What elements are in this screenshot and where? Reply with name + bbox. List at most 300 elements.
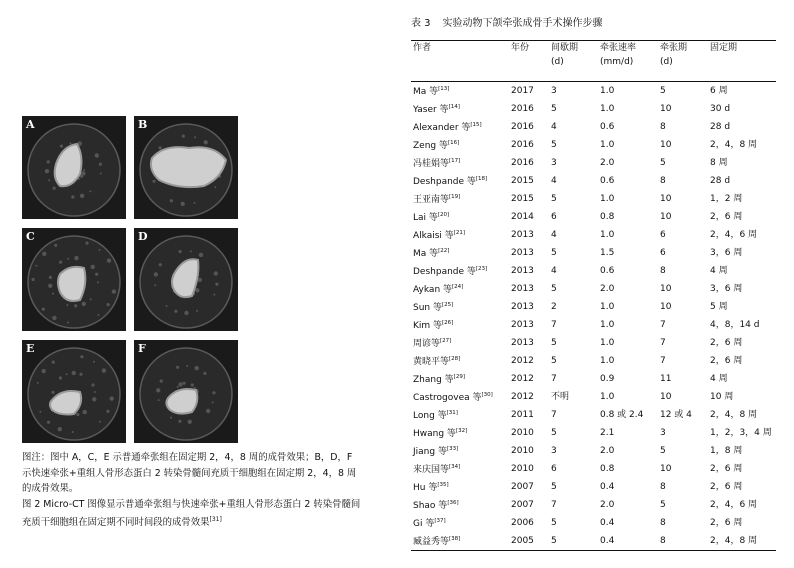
table-title xyxy=(411,14,603,29)
noise-speck xyxy=(154,284,156,286)
micro-ct-figure xyxy=(22,116,246,446)
cell-period: 7 xyxy=(660,337,666,348)
header-latency: 间歇期 (d) xyxy=(549,41,598,82)
noise-speck xyxy=(176,366,179,369)
cell-period: 8 xyxy=(660,517,666,528)
cell-fix: 28 d xyxy=(710,175,731,186)
cell-latency: 不明 xyxy=(551,391,570,402)
cell-rate: 0.8 xyxy=(600,211,615,222)
cell-latency: 5 xyxy=(551,247,557,258)
cell-rate: 1.0 xyxy=(600,229,615,240)
noise-speck xyxy=(80,194,84,198)
cell-year: 2015 xyxy=(511,175,534,186)
noise-speck xyxy=(195,288,199,292)
noise-speck xyxy=(154,272,158,276)
noise-speck xyxy=(214,186,216,188)
cell-author: Deshpande 等[23] xyxy=(413,266,488,277)
cell-fix: 2，6 周 xyxy=(710,211,743,222)
noise-speck xyxy=(89,190,91,192)
cell-author: Zeng 等[16] xyxy=(413,140,460,151)
cell-rate: 0.4 xyxy=(598,532,658,551)
table-row xyxy=(411,496,776,514)
table-number: 表 3 xyxy=(411,18,431,29)
cell-period: 5 xyxy=(660,445,666,456)
cell-rate: 1.0 xyxy=(600,319,615,330)
cell-year: 2017 xyxy=(511,85,534,96)
cell-latency: 4 xyxy=(551,229,557,240)
cell-fix: 2，4，8 周 xyxy=(710,409,758,420)
cell-latency: 6 xyxy=(551,463,557,474)
cell-period: 10 xyxy=(660,283,672,294)
noise-speck xyxy=(97,281,99,283)
noise-speck xyxy=(191,383,194,386)
panel-label: E xyxy=(26,342,35,355)
noise-speck xyxy=(48,284,52,288)
noise-speck xyxy=(159,263,162,266)
cell-fix: 2，6 周 xyxy=(710,355,743,366)
cell-rate: 2.0 xyxy=(600,445,615,456)
table-row xyxy=(411,118,776,136)
figure-panel-a xyxy=(22,116,126,219)
noise-speck xyxy=(184,311,188,315)
cell-period: 8 xyxy=(660,265,666,276)
micro-ct-image xyxy=(134,340,238,443)
table-row xyxy=(411,136,776,154)
cell-author: Lai 等[20] xyxy=(413,212,450,223)
noise-speck xyxy=(83,169,85,171)
cell-period: 10 xyxy=(660,463,672,474)
noise-speck xyxy=(60,145,63,148)
cell-author: 来庆国等[34] xyxy=(413,464,461,475)
panel-label: A xyxy=(26,118,35,131)
cell-period: 10 xyxy=(660,193,672,204)
cell-author: 周谚等[27] xyxy=(413,338,452,349)
cell-year: 2012 xyxy=(511,373,534,384)
noise-speck xyxy=(94,391,96,393)
cell-author: Jiang 等[33] xyxy=(413,446,459,457)
cell-rate: 1.0 xyxy=(600,391,615,402)
cell-author: Alkaisi 等[21] xyxy=(413,230,466,241)
cell-latency: 5 xyxy=(551,337,557,348)
noise-speck xyxy=(85,242,88,245)
noise-speck xyxy=(182,135,185,138)
panel-label: D xyxy=(138,230,148,243)
noise-speck xyxy=(156,388,160,392)
cell-latency: 5 xyxy=(551,517,557,528)
cell-rate: 1.0 xyxy=(600,193,615,204)
noise-speck xyxy=(83,410,87,414)
noise-speck xyxy=(213,294,215,296)
figure-panel-b xyxy=(134,116,238,219)
cell-year: 2016 xyxy=(511,103,534,114)
micro-ct-image xyxy=(134,116,238,219)
cell-year: 2013 xyxy=(511,247,534,258)
table-row xyxy=(411,334,776,352)
header-rate: 牵张速率 (mm/d) xyxy=(598,41,658,82)
noise-speck xyxy=(72,371,76,375)
table-row xyxy=(411,100,776,118)
cell-year: 2012 xyxy=(511,391,534,402)
micro-ct-image xyxy=(134,228,238,331)
cell-latency: 5 xyxy=(551,193,557,204)
cell-fix: 4 周 xyxy=(710,373,728,384)
cell-author: Sun 等[25] xyxy=(413,302,454,313)
noise-speck xyxy=(54,244,57,247)
cell-fix: 8 周 xyxy=(710,157,728,168)
noise-speck xyxy=(49,276,52,279)
noise-speck xyxy=(183,382,186,385)
noise-speck xyxy=(66,373,68,375)
noise-speck xyxy=(178,420,181,423)
figure-caption xyxy=(22,450,362,531)
cell-latency: 5 xyxy=(549,532,598,551)
cell-latency: 2 xyxy=(551,301,557,312)
cell-year: 2013 xyxy=(511,265,534,276)
cell-period: 10 xyxy=(660,301,672,312)
figure-panel-d xyxy=(134,228,238,331)
table-row xyxy=(411,208,776,226)
cell-year: 2013 xyxy=(511,283,534,294)
noise-speck xyxy=(37,382,39,384)
noise-speck xyxy=(42,252,46,256)
noise-speck xyxy=(39,411,41,413)
noise-speck xyxy=(80,175,83,178)
caption-title: 图 2 Micro-CT 图像显示普通牵张组与快速牵张+重组人骨形态蛋白 2 转染骨髓间充质干细胞组在固定期不同时间段的成骨效果[31] xyxy=(22,498,361,529)
noise-speck xyxy=(74,304,77,307)
noise-speck xyxy=(45,169,49,173)
noise-speck xyxy=(42,369,46,373)
noise-speck xyxy=(159,146,162,149)
noise-speck xyxy=(99,421,101,423)
panel-label: B xyxy=(138,118,148,131)
cell-author: Deshpande 等[18] xyxy=(413,176,488,187)
cell-period: 11 xyxy=(660,373,672,384)
noise-speck xyxy=(177,386,179,388)
cell-period: 12 或 4 xyxy=(660,409,692,420)
cell-period: 5 xyxy=(660,499,666,510)
noise-speck xyxy=(76,413,79,416)
cell-fix: 1，2 周 xyxy=(710,193,743,204)
table-row xyxy=(411,514,776,532)
noise-speck xyxy=(196,310,198,312)
noise-speck xyxy=(67,258,69,260)
noise-speck xyxy=(174,310,177,313)
noise-speck xyxy=(52,293,54,295)
cell-rate: 1.0 xyxy=(600,355,615,366)
cell-author: Long 等[31] xyxy=(413,410,458,421)
header-year: 年份 xyxy=(509,41,549,82)
cell-rate: 2.0 xyxy=(600,283,615,294)
table-row xyxy=(411,532,776,551)
cell-rate: 2.0 xyxy=(600,157,615,168)
noise-speck xyxy=(74,256,78,260)
cell-year: 2006 xyxy=(511,517,534,528)
cell-latency: 4 xyxy=(551,175,557,186)
noise-speck xyxy=(72,431,74,433)
cell-rate: 0.6 xyxy=(600,265,615,276)
cell-author: 王亚南等[19] xyxy=(413,194,461,205)
cell-fix: 2，4，8 周 xyxy=(708,532,776,551)
cell-year: 2013 xyxy=(511,229,534,240)
noise-speck xyxy=(188,420,192,424)
noise-speck xyxy=(53,187,56,190)
cell-year: 2005 xyxy=(509,532,549,551)
noise-speck xyxy=(42,308,45,311)
cell-rate: 0.8 或 2.4 xyxy=(600,409,644,420)
cell-author: Hwang 等[32] xyxy=(413,428,468,439)
cell-rate: 2.0 xyxy=(600,499,615,510)
cell-year: 2014 xyxy=(511,211,534,222)
cell-period: 10 xyxy=(660,211,672,222)
noise-speck xyxy=(107,258,111,262)
noise-speck xyxy=(181,202,185,206)
bone-regenerate xyxy=(58,267,85,301)
cell-year: 2007 xyxy=(511,481,534,492)
header-author: 作者 xyxy=(411,41,509,82)
noise-speck xyxy=(107,303,110,306)
cell-latency: 4 xyxy=(551,265,557,276)
cell-fix: 1，8 周 xyxy=(710,445,743,456)
cell-fix: 2，4，6 周 xyxy=(710,499,758,510)
noise-speck xyxy=(194,387,196,389)
cell-year: 2011 xyxy=(511,409,534,420)
noise-speck xyxy=(91,265,95,269)
cell-author: 臧益秀等[38] xyxy=(411,532,509,551)
cell-latency: 3 xyxy=(551,157,557,168)
cell-fix: 6 周 xyxy=(710,85,728,96)
cell-fix: 1，2，3，4 周 xyxy=(710,427,772,438)
cell-latency: 3 xyxy=(551,85,557,96)
cell-author: Hu 等[35] xyxy=(413,482,449,493)
noise-speck xyxy=(190,250,192,252)
table-row xyxy=(411,172,776,190)
cell-latency: 6 xyxy=(551,211,557,222)
table-row xyxy=(411,82,776,101)
figure-panel-c xyxy=(22,228,126,331)
noise-speck xyxy=(95,273,98,276)
table-row xyxy=(411,352,776,370)
noise-speck xyxy=(47,160,50,163)
cell-latency: 5 xyxy=(551,283,557,294)
noise-speck xyxy=(204,140,208,144)
noise-speck xyxy=(186,365,188,367)
table-row xyxy=(411,478,776,496)
cell-period: 8 xyxy=(660,121,666,132)
cell-rate: 0.8 xyxy=(600,463,615,474)
noise-speck xyxy=(52,361,55,364)
noise-speck xyxy=(47,421,50,424)
noise-speck xyxy=(35,265,37,267)
cell-latency: 5 xyxy=(551,427,557,438)
cell-latency: 7 xyxy=(551,373,557,384)
cell-period: 3 xyxy=(660,427,666,438)
cell-year: 2016 xyxy=(511,121,534,132)
noise-speck xyxy=(48,179,50,181)
cell-fix: 2，6 周 xyxy=(710,481,743,492)
cell-latency: 7 xyxy=(551,499,557,510)
cell-period: 10 xyxy=(660,103,672,114)
noise-speck xyxy=(170,199,173,202)
table-row xyxy=(411,406,776,424)
cell-author: Castrogovea 等[30] xyxy=(413,392,493,403)
table-title-text: 实验动物下颌牵张成骨手术操作步骤 xyxy=(442,18,603,29)
cell-period: 8 xyxy=(658,532,708,551)
cell-rate: 1.0 xyxy=(600,337,615,348)
table-row xyxy=(411,244,776,262)
cell-latency: 5 xyxy=(551,355,557,366)
table-row xyxy=(411,190,776,208)
table-row xyxy=(411,388,776,406)
noise-speck xyxy=(110,396,114,400)
cell-latency: 7 xyxy=(551,409,557,420)
cell-author: Aykan 等[24] xyxy=(413,284,464,295)
cell-fix: 10 周 xyxy=(710,391,734,402)
noise-speck xyxy=(170,417,172,419)
cell-year: 2016 xyxy=(511,139,534,150)
noise-speck xyxy=(70,142,72,144)
cell-fix: 3，6 周 xyxy=(710,283,743,294)
noise-speck xyxy=(52,316,56,320)
noise-speck xyxy=(212,391,215,394)
cell-latency: 3 xyxy=(551,445,557,456)
cell-author: Ma 等[22] xyxy=(413,248,450,259)
header-period: 牵张期 (d) xyxy=(658,41,708,82)
cell-author: Kim 等[26] xyxy=(413,320,454,331)
cell-period: 8 xyxy=(660,175,666,186)
cell-period: 10 xyxy=(660,139,672,150)
noise-speck xyxy=(199,253,203,257)
table-row xyxy=(411,424,776,442)
header-fixation: 固定期 xyxy=(708,41,776,82)
noise-speck xyxy=(95,153,99,157)
cell-author: Zhang 等[29] xyxy=(413,374,465,385)
cell-author: 黄晓平等[28] xyxy=(413,356,461,367)
noise-speck xyxy=(166,305,168,307)
table-row xyxy=(411,226,776,244)
table-row xyxy=(411,460,776,478)
noise-speck xyxy=(66,304,68,306)
cell-rate: 0.9 xyxy=(600,373,615,384)
noise-speck xyxy=(99,249,101,251)
noise-speck xyxy=(203,372,206,375)
noise-speck xyxy=(178,382,182,386)
table-row xyxy=(411,262,776,280)
cell-rate: 0.6 xyxy=(600,121,615,132)
panel-label: C xyxy=(26,230,35,243)
cell-fix: 30 d xyxy=(710,103,731,114)
cell-rate: 2.1 xyxy=(600,427,615,438)
noise-speck xyxy=(214,271,218,275)
noise-speck xyxy=(158,399,160,401)
noise-speck xyxy=(194,202,196,204)
table-row xyxy=(411,370,776,388)
noise-speck xyxy=(59,261,62,264)
cell-rate: 0.6 xyxy=(600,175,615,186)
cell-period: 6 xyxy=(660,247,666,258)
noise-speck xyxy=(195,366,199,370)
cell-rate: 1.0 xyxy=(600,85,615,96)
surgery-steps-table xyxy=(411,40,776,551)
cell-fix: 3，6 周 xyxy=(710,247,743,258)
noise-speck xyxy=(112,289,116,293)
cell-fix: 4 周 xyxy=(710,265,728,276)
cell-rate: 1.0 xyxy=(600,139,615,150)
micro-ct-image xyxy=(22,116,126,219)
cell-author: Alexander 等[15] xyxy=(413,122,482,133)
noise-speck xyxy=(215,283,218,286)
noise-speck xyxy=(80,355,83,358)
micro-ct-image xyxy=(22,340,126,443)
cell-latency: 7 xyxy=(551,319,557,330)
micro-ct-image xyxy=(22,228,126,331)
cell-year: 2010 xyxy=(511,463,534,474)
noise-speck xyxy=(58,427,62,431)
noise-speck xyxy=(90,298,92,300)
cell-period: 7 xyxy=(660,319,666,330)
caption-note: 图注：图中 A，C，E 示普通牵张组在固定期 2，4，8 周的成骨效果；B，D，F 示快速牵张+重组人骨形态蛋白 2 转染骨髓间充质干细胞组在固定期 2，4，8 周的成骨效果。 xyxy=(22,452,357,495)
cell-latency: 5 xyxy=(551,481,557,492)
figure-panel-e xyxy=(22,340,126,443)
table-body xyxy=(411,82,776,551)
cell-year: 2013 xyxy=(511,319,534,330)
cell-year: 2010 xyxy=(511,445,534,456)
cell-rate: 1.5 xyxy=(600,247,615,258)
cell-period: 6 xyxy=(660,229,666,240)
cell-rate: 1.0 xyxy=(600,301,615,312)
cell-author: Yaser 等[14] xyxy=(413,104,460,115)
cell-rate: 0.4 xyxy=(600,517,615,528)
cell-fix: 2，4，8 周 xyxy=(710,139,758,150)
cell-fix: 4，8，14 d xyxy=(710,319,760,330)
noise-speck xyxy=(52,391,55,394)
noise-speck xyxy=(160,380,163,383)
cell-latency: 5 xyxy=(551,103,557,114)
table-row xyxy=(411,442,776,460)
noise-speck xyxy=(32,278,35,281)
noise-speck xyxy=(67,322,69,324)
cell-year: 2013 xyxy=(511,337,534,348)
cell-year: 2015 xyxy=(511,193,534,204)
noise-speck xyxy=(91,383,94,386)
figure-panel-f xyxy=(134,340,238,443)
panel-label: F xyxy=(138,342,146,355)
noise-speck xyxy=(179,250,182,253)
cell-year: 2010 xyxy=(511,427,534,438)
cell-year: 2016 xyxy=(511,157,534,168)
noise-speck xyxy=(206,409,210,413)
cell-period: 5 xyxy=(660,157,666,168)
cell-fix: 2，4，6 周 xyxy=(710,229,758,240)
cell-period: 5 xyxy=(660,85,666,96)
noise-speck xyxy=(97,314,99,316)
cell-author: Ma 等[13] xyxy=(413,86,450,97)
cell-fix: 28 d xyxy=(710,121,731,132)
table-row xyxy=(411,298,776,316)
noise-speck xyxy=(152,180,155,183)
cell-author: 冯桂娟等[17] xyxy=(413,158,461,169)
noise-speck xyxy=(79,373,82,376)
cell-period: 7 xyxy=(660,355,666,366)
cell-year: 2013 xyxy=(511,301,534,312)
table-row xyxy=(411,280,776,298)
cell-fix: 2，6 周 xyxy=(710,517,743,528)
noise-speck xyxy=(99,163,102,166)
noise-speck xyxy=(194,136,196,138)
cell-period: 10 xyxy=(660,391,672,402)
cell-year: 2007 xyxy=(511,499,534,510)
noise-speck xyxy=(92,397,96,401)
cell-latency: 4 xyxy=(551,121,557,132)
